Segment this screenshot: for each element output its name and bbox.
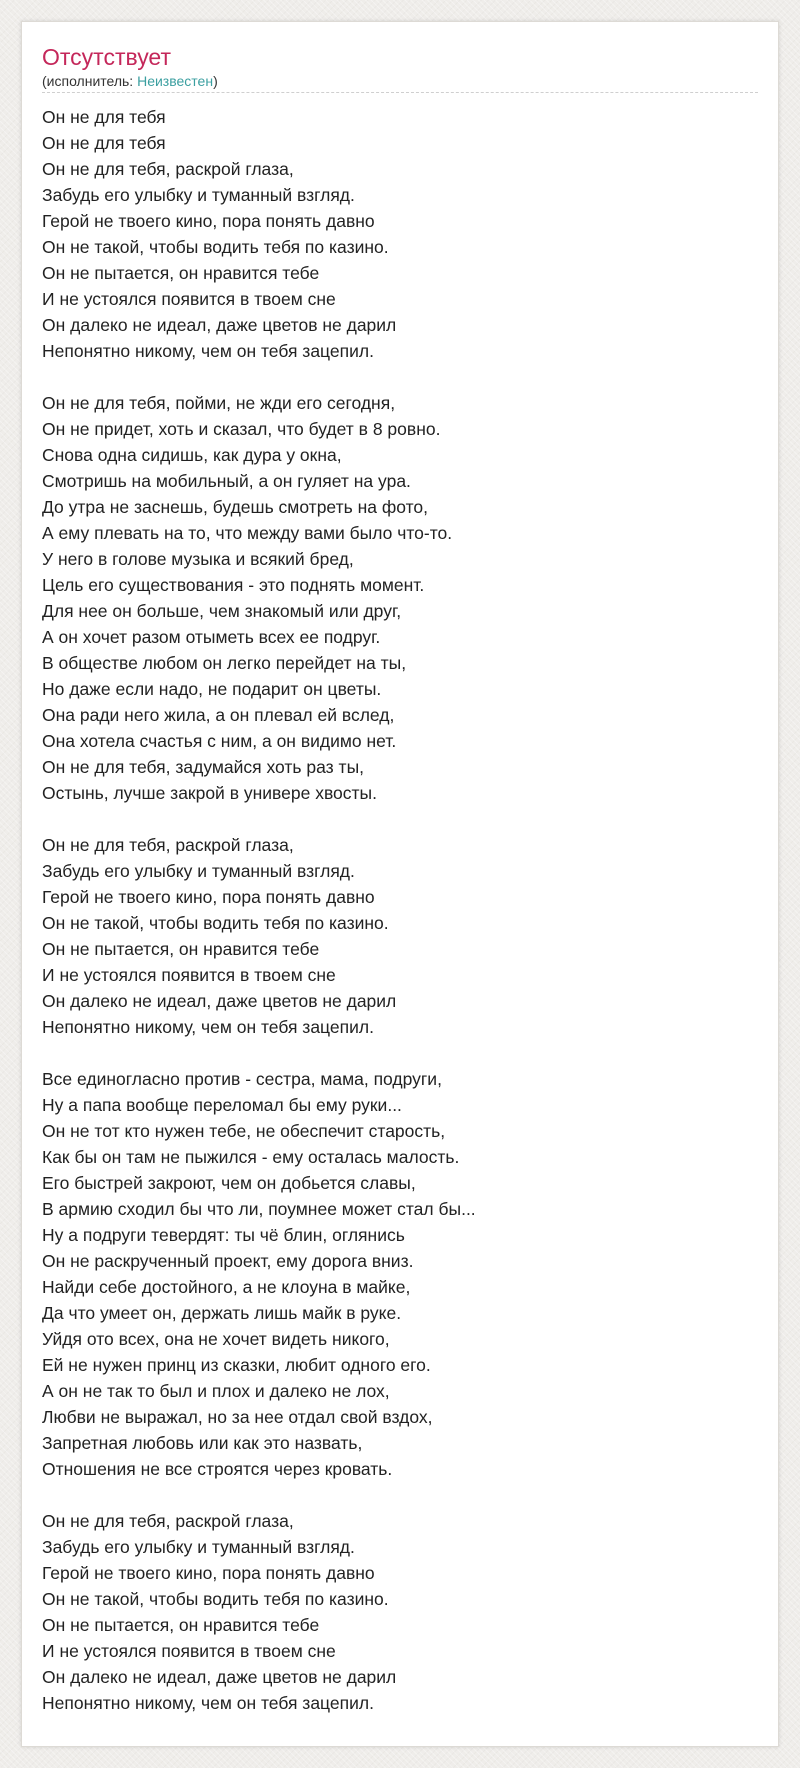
lyric-line: Герой не твоего кино, пора понять давно: [42, 211, 375, 231]
lyric-line: Он не такой, чтобы водить тебя по казино.: [42, 237, 389, 257]
lyric-line: Он не для тебя, задумайся хоть раз ты,: [42, 757, 365, 777]
lyric-line: У него в голове музыка и всякий бред,: [42, 549, 354, 569]
lyric-line: Он не пытается, он нравится тебе: [42, 263, 320, 283]
lyric-line: Он не для тебя: [42, 107, 166, 127]
lyric-line: Непонятно никому, чем он тебя зацепил.: [42, 1017, 374, 1037]
lyric-line: Герой не твоего кино, пора понять давно: [42, 1563, 375, 1583]
lyric-line: Она хотела счастья с ним, а он видимо нет.: [42, 731, 397, 751]
lyric-line: Но даже если надо, не подарит он цветы.: [42, 679, 382, 699]
lyric-line: Он не такой, чтобы водить тебя по казино.: [42, 1589, 389, 1609]
song-title: Отсутствует: [42, 44, 171, 70]
lyrics-stanza: [42, 1066, 758, 1482]
lyric-line: Он не для тебя, пойми, не жди его сегодня,: [42, 393, 396, 413]
lyric-line: Он не раскрученный проект, ему дорога вниз.: [42, 1251, 414, 1271]
lyric-line: Найди себе достойного, а не клоуна в майке,: [42, 1277, 411, 1297]
lyric-line: Все единогласно против - сестра, мама, подруги,: [42, 1069, 442, 1089]
lyric-line: Любви не выражал, но за нее отдал свой вздох,: [42, 1407, 433, 1427]
lyric-line: И не устоялся появится в твоем сне: [42, 965, 336, 985]
header-divider: [42, 92, 758, 93]
lyric-line: Ну а подруги тевердят: ты чё блин, оглянись: [42, 1225, 405, 1245]
lyrics-stanza: [42, 832, 758, 1040]
lyric-line: Он далеко не идеал, даже цветов не дарил: [42, 315, 397, 335]
lyrics-text: [42, 104, 758, 1742]
lyric-line: Он не для тебя, раскрой глаза,: [42, 1511, 294, 1531]
lyric-line: Запретная любовь или как это назвать,: [42, 1433, 363, 1453]
lyric-line: Он не придет, хоть и сказал, что будет в 8 ровно.: [42, 419, 441, 439]
lyric-line: Снова одна сидишь, как дура у окна,: [42, 445, 342, 465]
lyrics-stanza: [42, 1508, 758, 1716]
lyric-line: Он не для тебя, раскрой глаза,: [42, 159, 294, 179]
lyric-line: Цель его существования - это поднять момент.: [42, 575, 425, 595]
artist-link[interactable]: Неизвестен: [137, 73, 214, 89]
song-header: [42, 43, 758, 90]
lyric-line: Он не для тебя, раскрой глаза,: [42, 835, 294, 855]
lyric-line: Как бы он там не пыжился - ему осталась малость.: [42, 1147, 460, 1167]
lyric-line: А ему плевать на то, что между вами было что-то.: [42, 523, 453, 543]
lyric-line: Он не такой, чтобы водить тебя по казино.: [42, 913, 389, 933]
lyric-line: Он не тот кто нужен тебе, не обеспечит старость,: [42, 1121, 446, 1141]
lyric-line: В армию сходил бы что ли, поумнее может стал бы...: [42, 1199, 476, 1219]
lyric-line: В обществе любом он легко перейдет на ты,: [42, 653, 407, 673]
lyric-line: Она ради него жила, а он плевал ей вслед,: [42, 705, 395, 725]
lyric-line: Герой не твоего кино, пора понять давно: [42, 887, 375, 907]
lyric-line: А он хочет разом отыметь всех ее подруг.: [42, 627, 381, 647]
artist-prefix: (исполнитель:: [42, 73, 138, 89]
lyric-line: Ей не нужен принц из сказки, любит одного его.: [42, 1355, 431, 1375]
lyric-line: И не устоялся появится в твоем сне: [42, 289, 336, 309]
lyric-line: Непонятно никому, чем он тебя зацепил.: [42, 341, 374, 361]
lyric-line: Уйдя ото всех, она не хочет видеть никого,: [42, 1329, 390, 1349]
lyric-line: Ну а папа вообще переломал бы ему руки...: [42, 1095, 402, 1115]
lyric-line: Он не пытается, он нравится тебе: [42, 939, 320, 959]
lyric-line: И не устоялся появится в твоем сне: [42, 1641, 336, 1661]
lyric-line: Забудь его улыбку и туманный взгляд.: [42, 1537, 355, 1557]
artist-suffix: ): [213, 73, 218, 89]
lyric-line: Он далеко не идеал, даже цветов не дарил: [42, 1667, 397, 1687]
lyrics-stanza: [42, 390, 758, 806]
lyric-line: Его быстрей закроют, чем он добьется славы,: [42, 1173, 416, 1193]
lyric-line: Забудь его улыбку и туманный взгляд.: [42, 185, 355, 205]
lyric-line: Он далеко не идеал, даже цветов не дарил: [42, 991, 397, 1011]
lyric-line: Отношения не все строятся через кровать.: [42, 1459, 393, 1479]
artist-line: [42, 73, 758, 90]
lyric-line: Забудь его улыбку и туманный взгляд.: [42, 861, 355, 881]
lyric-line: А он не так то был и плох и далеко не лох,: [42, 1381, 390, 1401]
lyric-line: Он не пытается, он нравится тебе: [42, 1615, 320, 1635]
lyric-line: Он не для тебя: [42, 133, 166, 153]
lyric-line: Остынь, лучше закрой в универе хвосты.: [42, 783, 377, 803]
lyric-line: Да что умеет он, держать лишь майк в руке.: [42, 1303, 402, 1323]
lyrics-stanza: [42, 104, 758, 364]
lyric-line: Смотришь на мобильный, а он гуляет на ура.: [42, 471, 411, 491]
lyric-line: До утра не заснешь, будешь смотреть на фото,: [42, 497, 428, 517]
lyric-line: Непонятно никому, чем он тебя зацепил.: [42, 1693, 374, 1713]
lyrics-card: [21, 21, 779, 1747]
lyric-line: Для нее он больше, чем знакомый или друг,: [42, 601, 402, 621]
